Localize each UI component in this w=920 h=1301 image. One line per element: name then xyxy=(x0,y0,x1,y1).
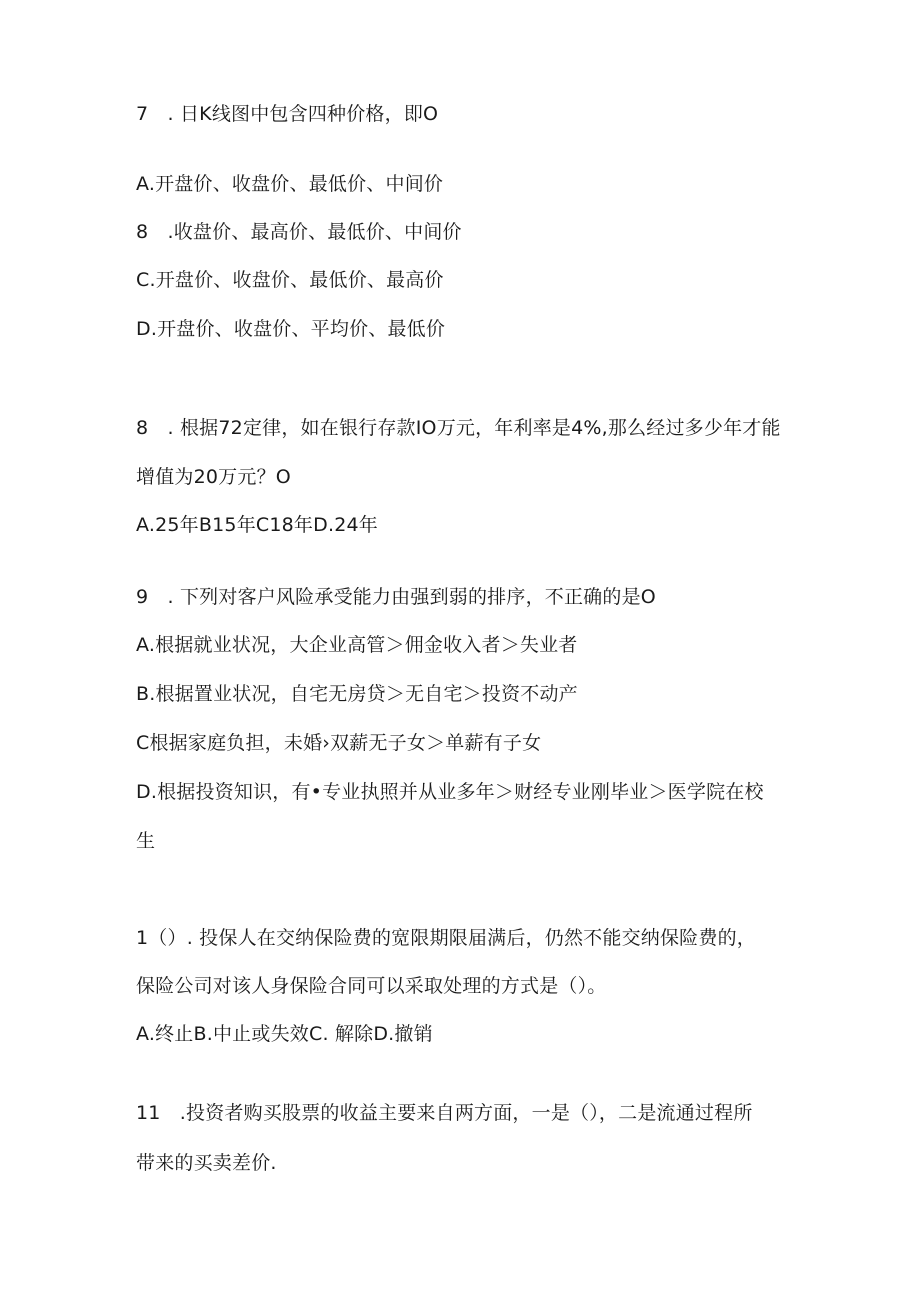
question-10-options: A.终止B.中止或失效C. 解除D.撤销 xyxy=(136,1023,433,1045)
question-9-option-d-continued: 生 xyxy=(136,830,156,852)
question-9-stem: 9 . 下列对客户风险承受能力由强到弱的排序，不正确的是O xyxy=(136,586,656,608)
question-10-stem-line-2: 保险公司对该人身保险合同可以采取处理的方式是（）。 xyxy=(136,975,607,997)
question-9-option-a: A.根据就业状况，大企业高管＞佣金收入者＞失业者 xyxy=(136,634,578,656)
question-8-stem-line-1: 8 . 根据72定律，如在银行存款IO万元，年利率是4%,那么经过多少年才能 xyxy=(136,417,781,439)
question-11-stem-line-1: 11 .投资者购买股票的收益主要来自两方面，一是（），二是流通过程所 xyxy=(136,1102,753,1124)
question-7-option-b: 8 .收盘价、最高价、最低价、中间价 xyxy=(136,221,462,243)
question-8-options: A.25年B15年C18年D.24年 xyxy=(136,514,378,536)
question-7-option-d: D.开盘价、收盘价、平均价、最低价 xyxy=(136,318,446,340)
question-10-stem-line-1: 1（）. 投保人在交纳保险费的宽限期限届满后，仍然不能交纳保险费的， xyxy=(136,927,756,949)
question-7-option-c: C.开盘价、收盘价、最低价、最高价 xyxy=(136,269,444,291)
question-9-option-d: D.根据投资知识，有•专业执照并从业多年＞财经专业刚毕业＞医学院在校 xyxy=(136,781,764,803)
question-7-stem: 7 . 日K线图中包含四种价格，即O xyxy=(136,103,439,125)
question-11-stem-line-2: 带来的买卖差价. xyxy=(136,1152,277,1174)
question-9-option-c: C根据家庭负担，未婚›双薪无子女＞单薪有子女 xyxy=(136,732,542,754)
question-9-option-b: B.根据置业状况，自宅无房贷＞无自宅＞投资不动产 xyxy=(136,683,578,705)
question-8-stem-line-2: 增值为20万元？O xyxy=(136,466,291,488)
question-7-option-a: A.开盘价、收盘价、最低价、中间价 xyxy=(136,173,444,195)
